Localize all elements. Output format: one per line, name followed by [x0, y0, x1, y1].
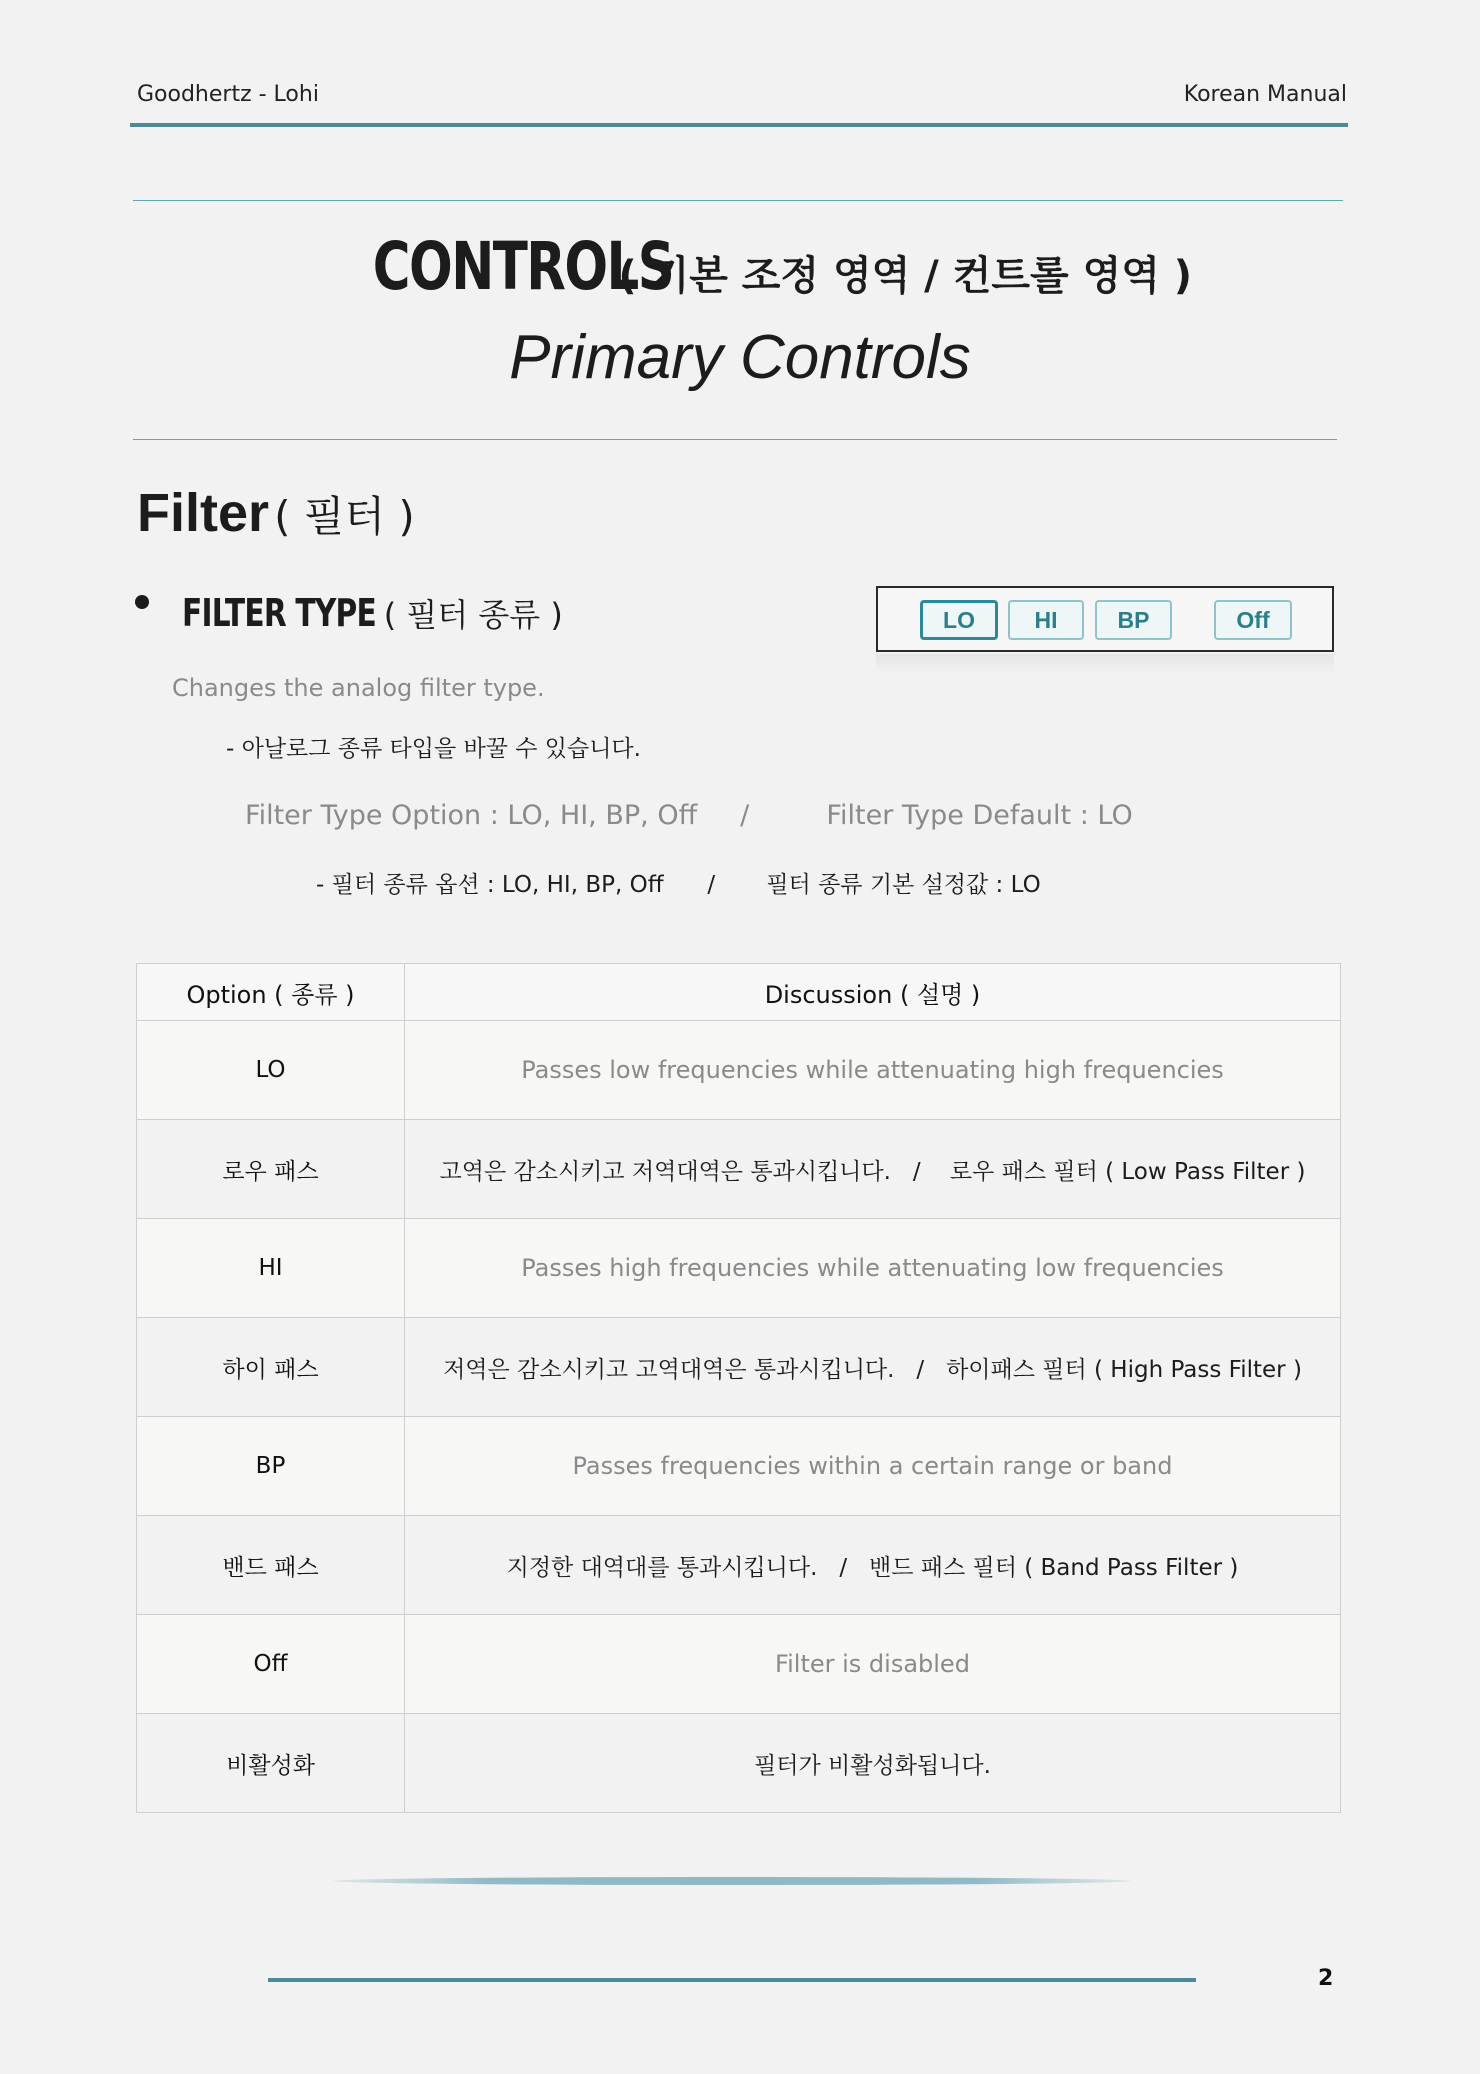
page-title-korean: ( 기본 조정 영역 / 컨트롤 영역 ): [618, 253, 1193, 299]
filter-type-bp-button[interactable]: BP: [1095, 600, 1172, 640]
table-row: [137, 1318, 1341, 1417]
table-row: [137, 1714, 1341, 1813]
selector-reflection: [876, 654, 1334, 674]
table-row: [137, 1516, 1341, 1615]
filter-type-heading: [182, 590, 563, 636]
table-header-row: [137, 964, 1341, 1021]
filter-type-off-button[interactable]: Off: [1214, 600, 1292, 640]
table-cell-discussion: 필터가 비활성화됩니다.: [405, 1714, 1341, 1813]
header-document-title: Goodhertz - Lohi: [137, 82, 319, 107]
table-cell-option: 로우 패스: [137, 1120, 405, 1219]
filter-type-heading-en: FILTER TYPE: [182, 591, 376, 635]
table-cell-option: BP: [137, 1417, 405, 1516]
table-cell-discussion: Filter is disabled: [405, 1615, 1341, 1714]
page-title-controls: CONTROLS: [372, 228, 674, 305]
table-row: [137, 1615, 1341, 1714]
table-cell-discussion: Passes low frequencies while attenuating high frequencies: [405, 1021, 1341, 1120]
header-manual-label: Korean Manual: [1183, 82, 1347, 107]
table-cell-discussion: 고역은 감소시키고 저역대역은 통과시킵니다. / 로우 패스 필터 ( Low Pass Filter ): [405, 1120, 1341, 1219]
table-cell-option: 비활성화: [137, 1714, 405, 1813]
table-cell-option: LO: [137, 1021, 405, 1120]
table-cell-discussion: Passes high frequencies while attenuating low frequencies: [405, 1219, 1341, 1318]
filter-type-options-ko: - 필터 종류 옵션 : LO, HI, BP, Off / 필터 종류 기본 설정값 : LO: [316, 872, 1041, 898]
decorative-shadow-bar: [332, 1877, 1132, 1885]
table-row: [137, 1120, 1341, 1219]
table-row: [137, 1417, 1341, 1516]
filter-type-selector: [876, 586, 1334, 652]
table-row: [137, 1021, 1341, 1120]
filter-type-heading-ko: ( 필터 종류 ): [383, 596, 563, 634]
filter-type-lo-button[interactable]: LO: [920, 600, 998, 640]
table-cell-option: Off: [137, 1615, 405, 1714]
table-header-discussion: Discussion ( 설명 ): [405, 964, 1341, 1021]
table-cell-option: 밴드 패스: [137, 1516, 405, 1615]
page-title: [0, 228, 1480, 305]
section-heading-filter-ko: ( 필터 ): [274, 492, 415, 541]
filter-type-table: [136, 963, 1341, 1813]
table-cell-option: HI: [137, 1219, 405, 1318]
title-top-divider: [133, 200, 1343, 201]
title-bottom-divider: [133, 439, 1337, 440]
table-cell-discussion: 저역은 감소시키고 고역대역은 통과시킵니다. / 하이패스 필터 ( High Pass Filter ): [405, 1318, 1341, 1417]
table-cell-discussion: 지정한 대역대를 통과시킵니다. / 밴드 패스 필터 ( Band Pass Filter ): [405, 1516, 1341, 1615]
filter-type-options: Filter Type Option : LO, HI, BP, Off / Filter Type Default : LO: [245, 800, 1133, 831]
section-heading-filter: [137, 482, 415, 544]
filter-type-description: Changes the analog filter type.: [172, 674, 545, 702]
filter-type-hi-button[interactable]: HI: [1008, 600, 1084, 640]
table-cell-discussion: Passes frequencies within a certain range or band: [405, 1417, 1341, 1516]
footer-divider: [268, 1978, 1196, 1982]
filter-type-description-ko: - 아날로그 종류 타입을 바꿀 수 있습니다.: [226, 736, 641, 762]
bullet-icon: [135, 595, 149, 609]
table-header-option: Option ( 종류 ): [137, 964, 405, 1021]
page-number: 2: [1318, 1966, 1334, 1991]
section-heading-filter-en: Filter: [137, 483, 270, 543]
header-divider: [130, 123, 1348, 127]
table-row: [137, 1219, 1341, 1318]
table-cell-option: 하이 패스: [137, 1318, 405, 1417]
page-subtitle: Primary Controls: [509, 323, 971, 392]
